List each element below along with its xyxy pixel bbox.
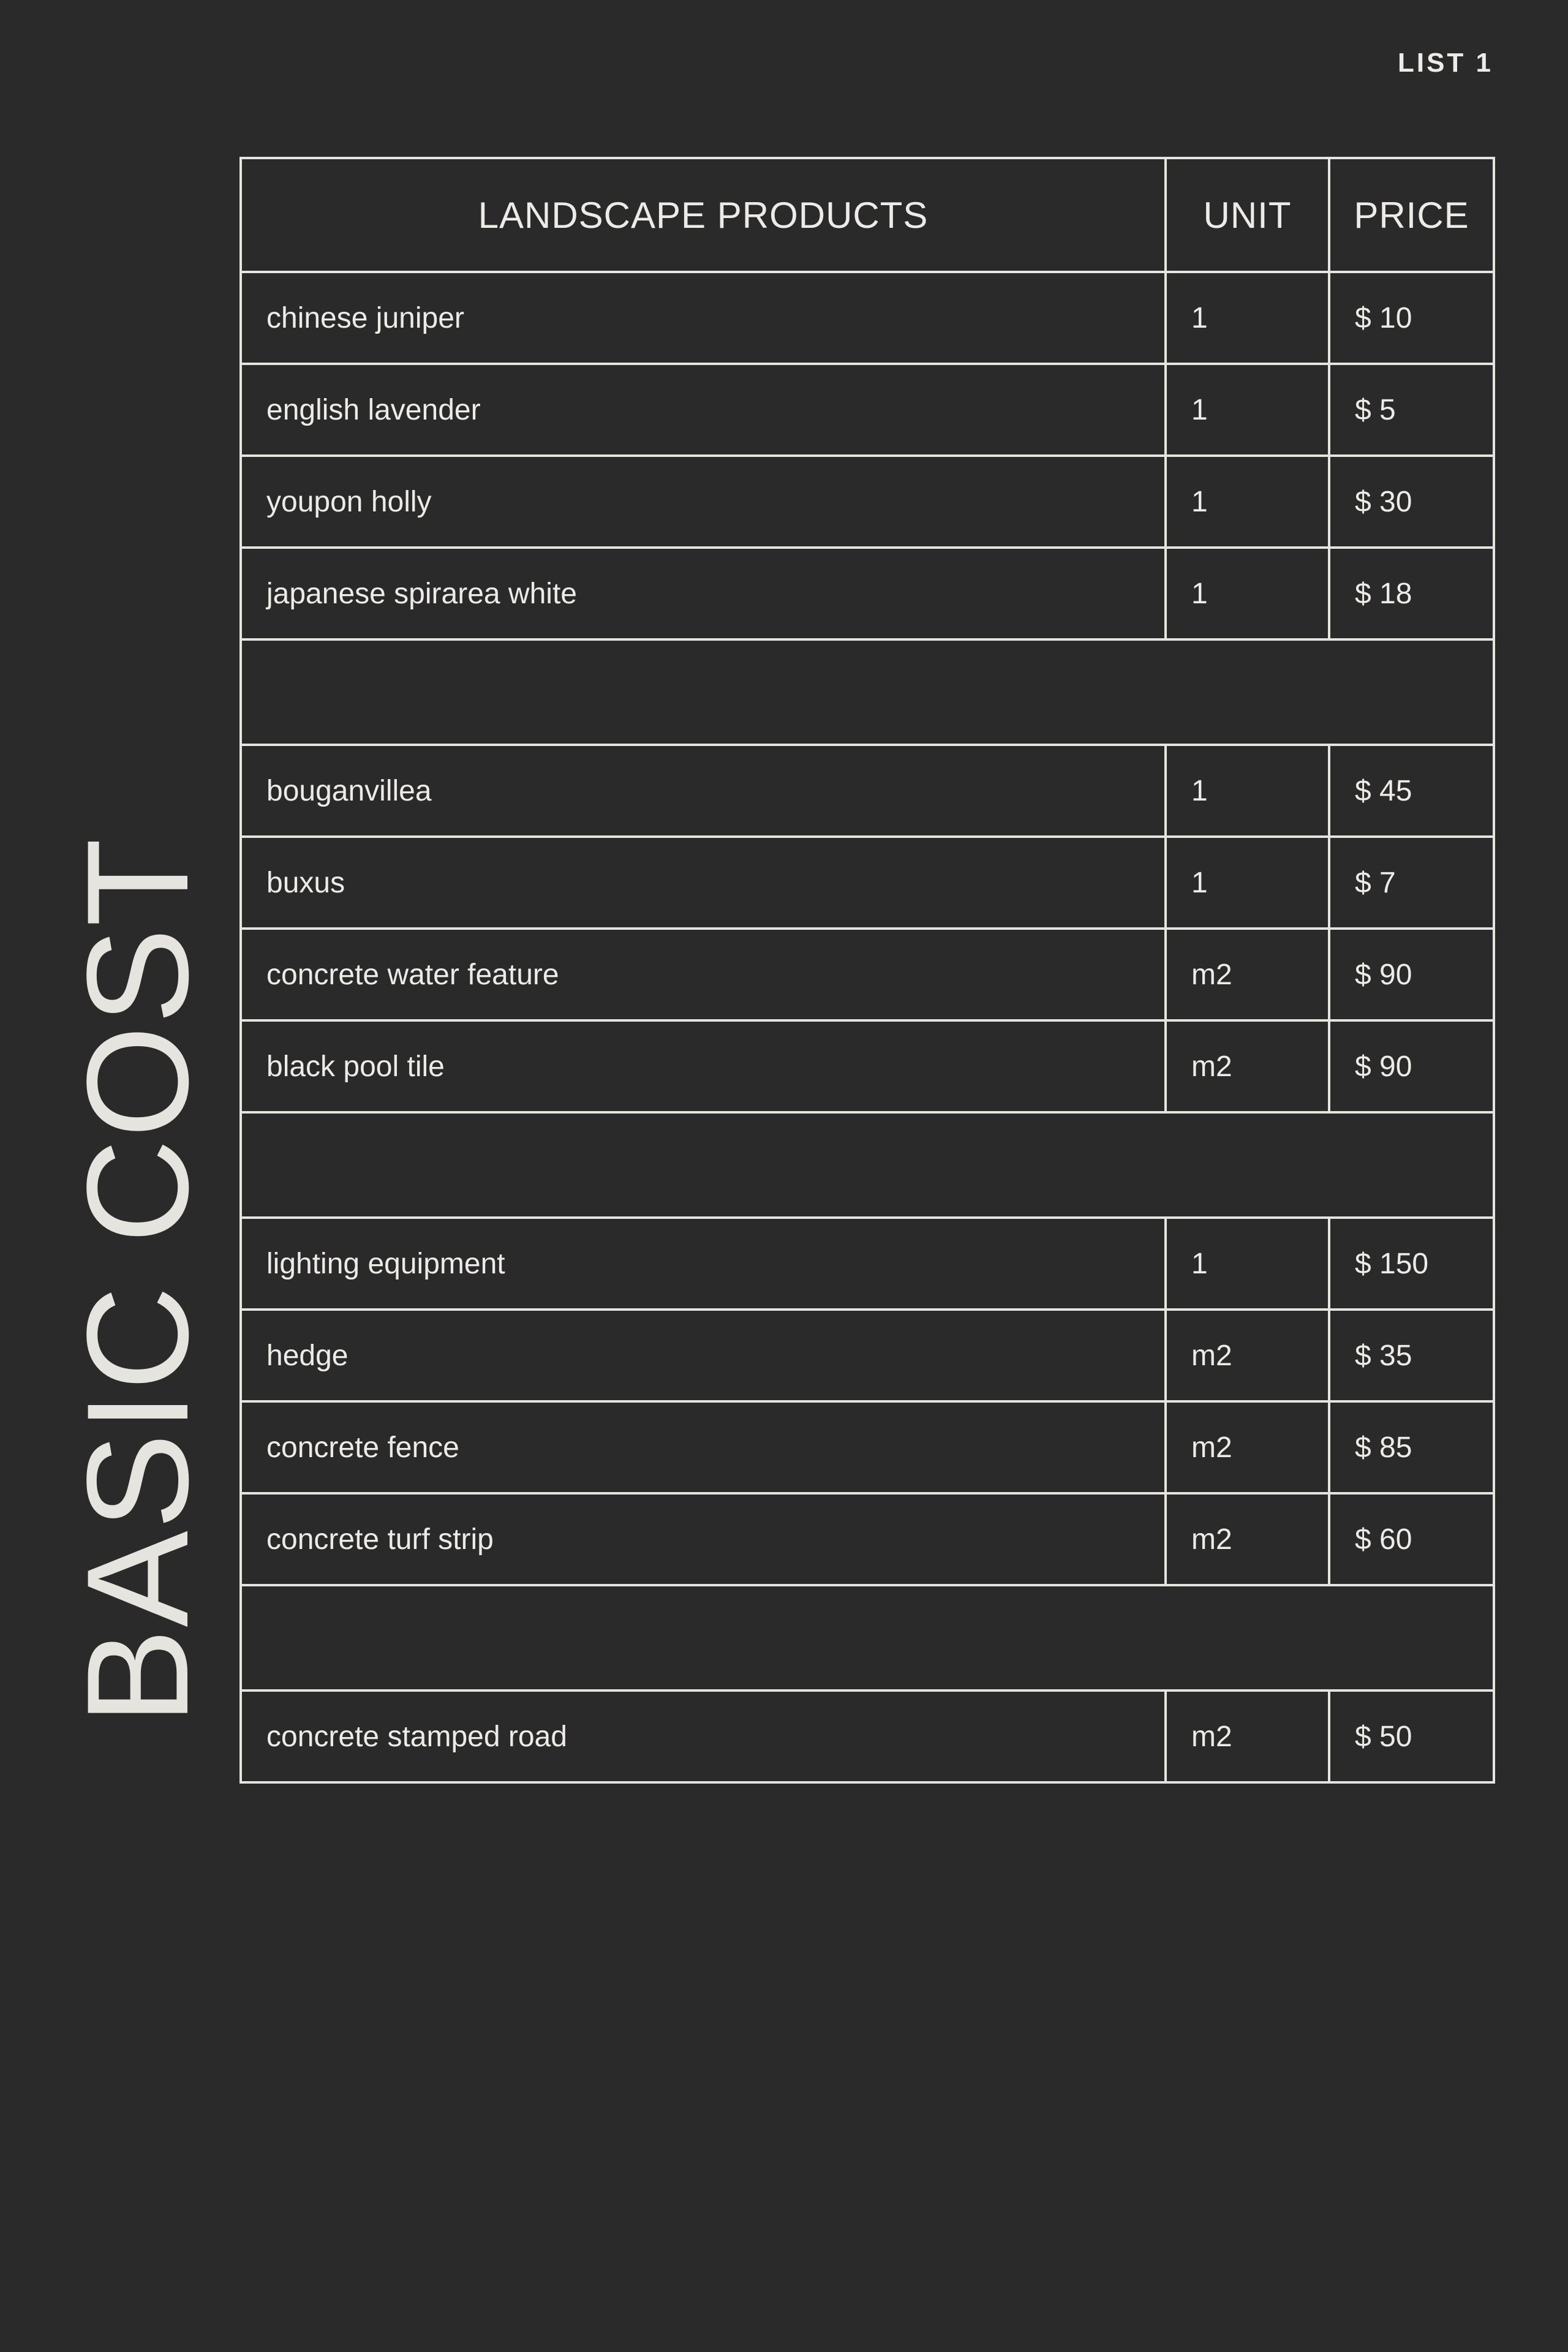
product-cell: japanese spirarea white [241, 548, 1166, 639]
price-table [239, 157, 1495, 1784]
spacer-cell [241, 1585, 1494, 1691]
price-cell: $ 60 [1329, 1493, 1494, 1585]
spacer-row [241, 1112, 1494, 1218]
product-cell: black pool tile [241, 1020, 1166, 1112]
price-cell: $ 90 [1329, 929, 1494, 1020]
product-cell: concrete fence [241, 1401, 1166, 1493]
table-row [241, 456, 1494, 548]
product-cell: english lavender [241, 364, 1166, 456]
price-cell: $ 50 [1329, 1691, 1494, 1782]
unit-cell: 1 [1166, 456, 1329, 548]
unit-cell: 1 [1166, 272, 1329, 364]
product-cell: concrete turf strip [241, 1493, 1166, 1585]
table-row [241, 1401, 1494, 1493]
unit-cell: 1 [1166, 364, 1329, 456]
product-cell: youpon holly [241, 456, 1166, 548]
table-row [241, 364, 1494, 456]
table-row [241, 1218, 1494, 1310]
unit-cell: m2 [1166, 1401, 1329, 1493]
column-header-price: PRICE [1329, 158, 1494, 272]
table-row [241, 1493, 1494, 1585]
price-cell: $ 30 [1329, 456, 1494, 548]
unit-cell: 1 [1166, 548, 1329, 639]
column-header-products: LANDSCAPE PRODUCTS [241, 158, 1166, 272]
table-row [241, 745, 1494, 837]
unit-cell: m2 [1166, 1020, 1329, 1112]
product-cell: bouganvillea [241, 745, 1166, 837]
unit-cell: 1 [1166, 745, 1329, 837]
unit-cell: m2 [1166, 1310, 1329, 1401]
spacer-cell [241, 639, 1494, 745]
list-label: LIST 1 [1397, 48, 1493, 78]
price-cell: $ 150 [1329, 1218, 1494, 1310]
unit-cell: m2 [1166, 1691, 1329, 1782]
unit-cell: 1 [1166, 1218, 1329, 1310]
unit-cell: m2 [1166, 1493, 1329, 1585]
price-cell: $ 45 [1329, 745, 1494, 837]
table-header-row [241, 158, 1494, 272]
spacer-cell [241, 1112, 1494, 1218]
product-cell: concrete stamped road [241, 1691, 1166, 1782]
page-title: BASIC COST [57, 837, 219, 1725]
table-row [241, 1691, 1494, 1782]
unit-cell: 1 [1166, 837, 1329, 929]
product-cell: hedge [241, 1310, 1166, 1401]
spacer-row [241, 1585, 1494, 1691]
unit-cell: m2 [1166, 929, 1329, 1020]
product-cell: lighting equipment [241, 1218, 1166, 1310]
price-cell: $ 18 [1329, 548, 1494, 639]
table-row [241, 1020, 1494, 1112]
price-cell: $ 90 [1329, 1020, 1494, 1112]
table-row [241, 548, 1494, 639]
table-row [241, 837, 1494, 929]
table-row [241, 929, 1494, 1020]
price-cell: $ 35 [1329, 1310, 1494, 1401]
table-row [241, 1310, 1494, 1401]
product-cell: chinese juniper [241, 272, 1166, 364]
product-cell: concrete water feature [241, 929, 1166, 1020]
price-cell: $ 7 [1329, 837, 1494, 929]
product-cell: buxus [241, 837, 1166, 929]
price-cell: $ 85 [1329, 1401, 1494, 1493]
price-cell: $ 10 [1329, 272, 1494, 364]
price-cell: $ 5 [1329, 364, 1494, 456]
column-header-unit: UNIT [1166, 158, 1329, 272]
spacer-row [241, 639, 1494, 745]
table-row [241, 272, 1494, 364]
